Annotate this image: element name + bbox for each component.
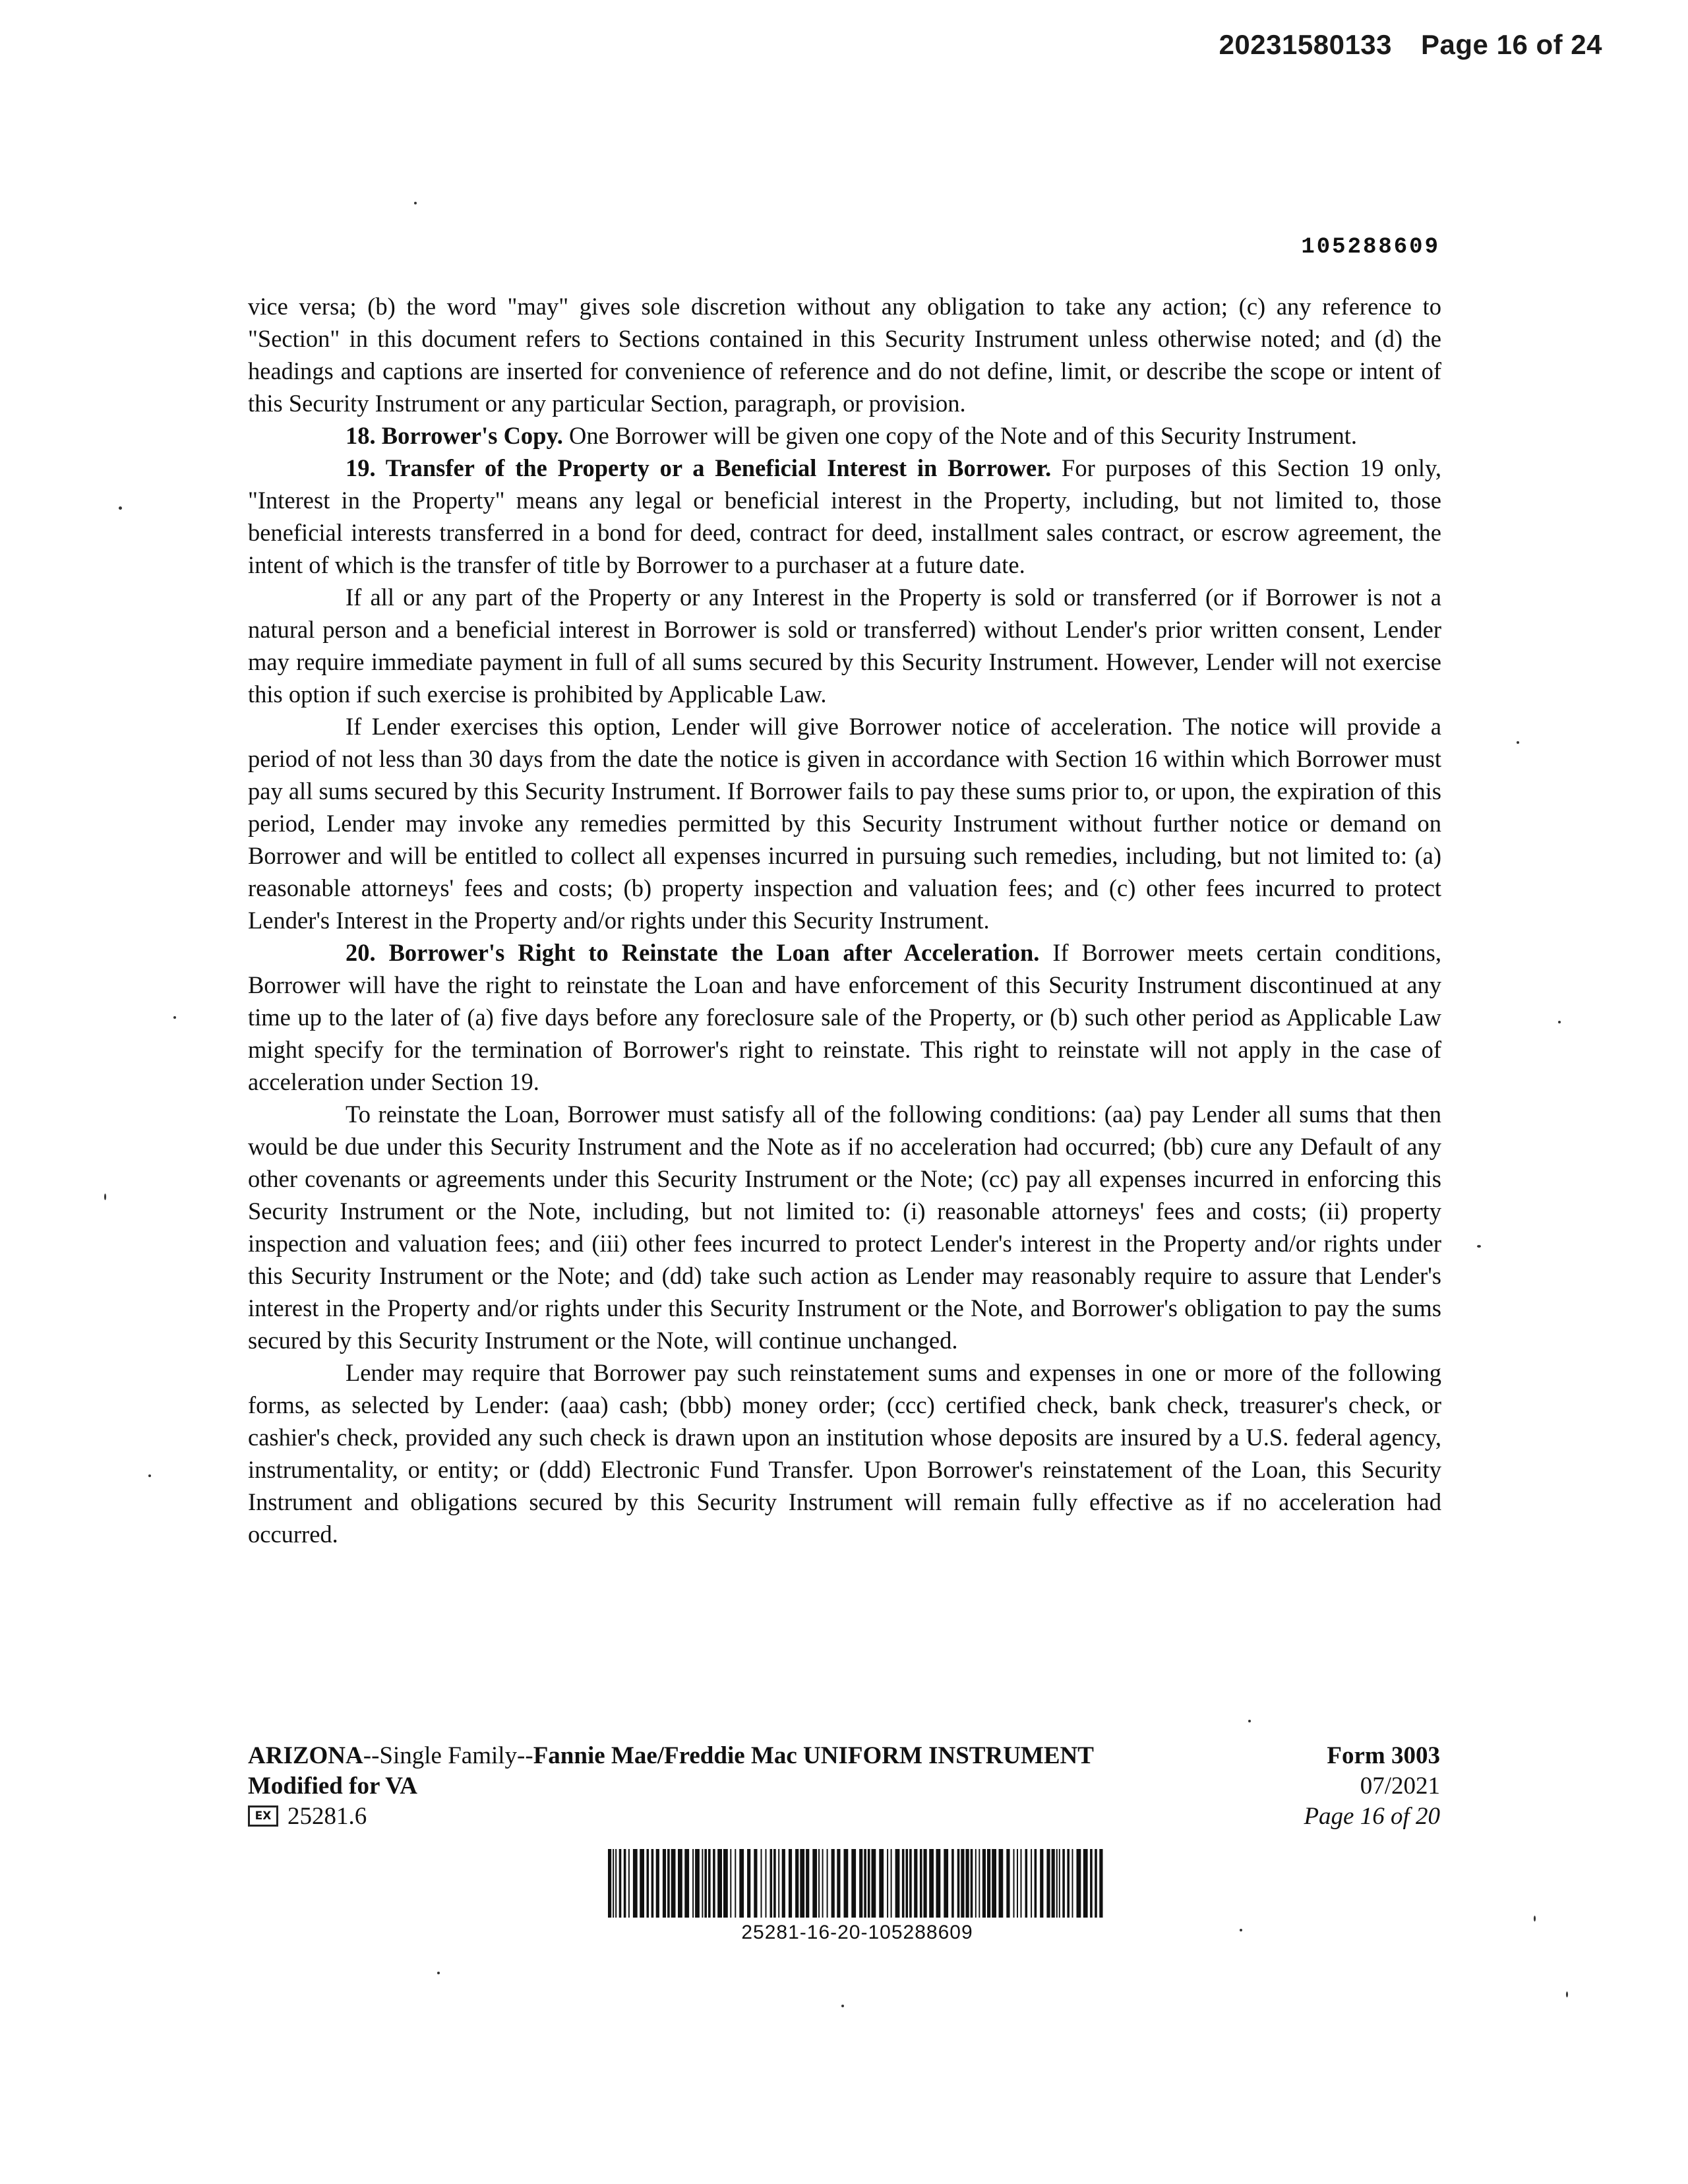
barcode-bar (1072, 1849, 1073, 1918)
document-body (248, 290, 1441, 1550)
loan-number: 105288609 (1301, 235, 1440, 260)
section-20-heading: 20. Borrower's Right to Reinstate the Loan after Acceleration. (346, 939, 1040, 966)
barcode-bar (663, 1849, 666, 1918)
barcode-bar (1017, 1849, 1018, 1918)
barcode-bar (667, 1849, 670, 1918)
scan-speck (1477, 1245, 1481, 1248)
barcode-bar (868, 1849, 870, 1918)
section-19-heading: 19. Transfer of the Property or a Beneficial Interest in Borrower. (346, 454, 1052, 481)
paragraph-continuation: vice versa; (b) the word "may" gives sole discretion without any obligation to take any action; (c) any reference to "Section" in this document refers to Sections contained in this Security Instrument unless otherwise noted; and (d) the headings and captions are inserted for convenience of reference and do not define, limit, or describe the scope or intent of this Security Instrument or any particular Section, paragraph, or provision. (248, 293, 1441, 417)
barcode-text: 25281-16-20-105288609 (741, 1922, 973, 1943)
barcode-bar (656, 1849, 659, 1918)
barcode-bar (678, 1849, 682, 1918)
recording-number: 20231580133 (1219, 29, 1393, 60)
barcode-bar (936, 1849, 941, 1918)
barcode-bar (640, 1849, 644, 1918)
barcode-bar (730, 1849, 731, 1918)
barcode-bar (1046, 1849, 1050, 1918)
barcode-bar (966, 1849, 969, 1918)
barcode-bar (879, 1849, 884, 1918)
barcode-bar (1031, 1849, 1032, 1918)
barcode-bar (859, 1849, 862, 1918)
barcode-bar (723, 1849, 728, 1918)
barcode-bar (957, 1849, 960, 1918)
barcode-bar (1083, 1849, 1088, 1918)
form-state: ARIZONA (248, 1742, 363, 1769)
barcode-bar (1090, 1849, 1093, 1918)
barcode-bar (914, 1849, 917, 1918)
barcode-bar (1025, 1849, 1028, 1918)
scan-speck (1534, 1916, 1536, 1922)
scan-speck (1517, 741, 1519, 744)
form-doc-code-line (248, 1802, 1094, 1832)
barcode-bar (906, 1849, 909, 1918)
barcode-bar (1006, 1849, 1010, 1918)
barcode-bar (615, 1849, 617, 1918)
barcode-bar (929, 1849, 934, 1918)
barcode-bar (1062, 1849, 1065, 1918)
barcode-bar (773, 1849, 776, 1918)
barcode-bar (754, 1849, 757, 1918)
barcode-bar (613, 1849, 614, 1918)
scan-speck (104, 1194, 106, 1200)
barcode-bar (844, 1849, 849, 1918)
scan-speck (119, 506, 122, 510)
barcode-bar (1035, 1849, 1037, 1918)
barcode-bar (628, 1849, 630, 1918)
barcode-bar (1013, 1849, 1015, 1918)
barcode-bar (895, 1849, 900, 1918)
barcode-bar (695, 1849, 700, 1918)
section-20-paragraph-2: To reinstate the Loan, Borrower must satisfy all of the following conditions: (aa) pay Lender all sums that then would be due under this Security Instrument and the Note as if no acceleration had occurred; (bb) cure any Default of any other covenants or agreements under this Security Instrument or the Note; (cc) pay all expenses incurred in enforcing this Security Instrument or the Note, including, but not limited to: (i) reasonable attorneys' fees and costs; (ii) property inspection and valuation fees; and (iii) other fees incurred to protect Lender's interest in the Property and/or rights under this Security Instrument or the Note; and (dd) take such action as Lender may reasonably require to assure that Lender's interest in the Property and/or rights under this Security Instrument or the Note, and Borrower's obligation to pay the sums secured by this Security Instrument or the Note, will continue unchanged. (248, 1101, 1441, 1354)
ex-icon: EX (248, 1805, 278, 1827)
barcode-bar (944, 1849, 948, 1918)
barcode-bar (999, 1849, 1004, 1918)
barcode-block (607, 1849, 1108, 1944)
barcode-bar (924, 1849, 927, 1918)
barcode-bar (770, 1849, 773, 1918)
barcode-bar (872, 1849, 876, 1918)
form-number: Form 3003 (1327, 1742, 1440, 1769)
barcode-bar (1040, 1849, 1043, 1918)
barcode-bar (684, 1849, 689, 1918)
barcode-bar (795, 1849, 799, 1918)
section-19-text: For purposes of this Section 19 only, "Interest in the Property" means any legal or beneficial interest in the Property, including, but not limited to, those beneficial interests transferred in a bond for deed, contract for deed, installment sales contract, or escrow agreement, the intent of which is the transfer of title by Borrower to a purchaser at a future date. (248, 454, 1441, 578)
barcode-bar (1099, 1849, 1102, 1918)
form-footer-left (248, 1741, 1094, 1832)
form-desc-tail: Fannie Mae/Freddie Mac UNIFORM INSTRUMENT (533, 1742, 1094, 1769)
barcode-bar (812, 1849, 817, 1918)
barcode-bar (739, 1849, 744, 1918)
section-18-heading: 18. Borrower's Copy. (346, 422, 563, 449)
barcode-bar (975, 1849, 977, 1918)
barcode-bar (761, 1849, 762, 1918)
barcode-bar (789, 1849, 792, 1918)
scan-speck (1558, 1021, 1561, 1023)
form-doc-code: 25281.6 (287, 1803, 367, 1830)
barcode-bar (766, 1849, 767, 1918)
barcode-bar (608, 1849, 611, 1918)
barcode-bar (747, 1849, 750, 1918)
barcode-bar (806, 1849, 809, 1918)
scan-speck (841, 2005, 844, 2007)
barcode-bar (818, 1849, 820, 1918)
barcode-bar (1021, 1849, 1022, 1918)
barcode-bar (831, 1849, 835, 1918)
scan-speck (148, 1474, 151, 1477)
form-desc-mid: --Single Family-- (363, 1742, 533, 1769)
barcode-bar (717, 1849, 722, 1918)
barcode-bar (1067, 1849, 1070, 1918)
section-18 (248, 419, 1441, 452)
section-18-text: One Borrower will be given one copy of the Note and of this Security Instrument. (568, 422, 1358, 449)
barcode-bar (778, 1849, 779, 1918)
barcode-image (607, 1849, 1108, 1918)
section-20-text: If Borrower meets certain conditions, Borrower will have the right to reinstate the Loan and have enforcement of this Security Instrument discontinued at any time up to the later of (a) five days before any foreclosure sale of the Property, or (b) such other period as Applicable Law might specify for the termination of Borrower's right to reinstate. This right to reinstate will not apply in the case of acceleration under Section 19. (248, 939, 1442, 1095)
barcode-bar (713, 1849, 715, 1918)
barcode-bar (800, 1849, 804, 1918)
barcode-bar (987, 1849, 990, 1918)
barcode-bar (633, 1849, 638, 1918)
scan-speck (414, 202, 417, 204)
barcode-bar (651, 1849, 654, 1918)
barcode-bar (887, 1849, 888, 1918)
scan-speck (1566, 1991, 1568, 1997)
barcode-bar (891, 1849, 892, 1918)
barcode-bar (920, 1849, 922, 1918)
barcode-bar (992, 1849, 996, 1918)
barcode-bar (851, 1849, 856, 1918)
barcode-bar (982, 1849, 986, 1918)
barcode-bar (1052, 1849, 1055, 1918)
barcode-bar (708, 1849, 711, 1918)
barcode-bar (647, 1849, 649, 1918)
barcode-bar (782, 1849, 785, 1918)
form-page: Page 16 of 20 (1304, 1803, 1440, 1830)
page-label: Page 16 of 24 (1421, 29, 1602, 60)
barcode-bar (1077, 1849, 1081, 1918)
section-19-paragraph-3: If Lender exercises this option, Lender will give Borrower notice of acceleration. The notice will provide a period of not less than 30 days from the date the notice is given in accordance with Section 16 within which Borrower must pay all sums secured by this Security Instrument. If Borrower fails to pay these sums prior to, or upon, the expiration of this period, Lender may invoke any remedies permitted by this Security Instrument without further notice or demand on Borrower and will be entitled to collect all expenses incurred in pursuing such remedies, including, but not limited to: (a) reasonable attorneys' fees and costs; (b) property inspection and valuation fees; and (c) other fees incurred to protect Lender's Interest in the Property and/or rights under this Security Instrument. (248, 713, 1441, 934)
form-date: 07/2021 (1360, 1773, 1440, 1800)
form-footer-right (1304, 1741, 1440, 1832)
barcode-bar (971, 1849, 973, 1918)
section-20-paragraph-3: Lender may require that Borrower pay such reinstatement sums and expenses in one or more of the following forms, as selected by Lender: (aaa) cash; (bbb) money order; (ccc) certified check, bank check, treasurer's check, or cashier's check, provided any such check is drawn upon an institution whose deposits are insured by a U.S. federal agency, instrumentality, or entity; or (ddd) Electronic Fund Transfer. Upon Borrower's reinstatement of the Loan, this Security Instrument and obligations secured by this Security Instrument will remain fully effective as if no acceleration had occurred. (248, 1359, 1441, 1548)
recording-header (1219, 29, 1602, 61)
barcode-bar (822, 1849, 824, 1918)
section-19 (248, 452, 1441, 581)
barcode-bar (961, 1849, 964, 1918)
barcode-bar (951, 1849, 954, 1918)
barcode-bar (909, 1849, 912, 1918)
scan-speck (437, 1972, 440, 1974)
barcode-bar (704, 1849, 707, 1918)
form-title (248, 1741, 1094, 1771)
scan-speck (1248, 1720, 1251, 1722)
barcode-bar (619, 1849, 622, 1918)
barcode-bar (1095, 1849, 1097, 1918)
section-19-paragraph-2: If all or any part of the Property or any Interest in the Property is sold or transferred (or if Borrower is not a natural person and a beneficial interest in Borrower is sold or transferred) without Lender's prior written consent, Lender may require immediate payment in full of all sums secured by this Security Instrument. However, Lender will not exercise this option if such exercise is prohibited by Applicable Law. (248, 584, 1441, 708)
barcode-bar (902, 1849, 905, 1918)
scan-speck (1240, 1929, 1242, 1931)
barcode-bar (979, 1849, 980, 1918)
barcode-bar (735, 1849, 736, 1918)
barcode-bar (624, 1849, 626, 1918)
scan-speck (173, 1016, 176, 1019)
barcode-bar (827, 1849, 828, 1918)
form-modified: Modified for VA (248, 1773, 417, 1800)
section-20 (248, 936, 1441, 1098)
barcode-bar (1059, 1849, 1060, 1918)
barcode-bar (837, 1849, 840, 1918)
barcode-bar (671, 1849, 676, 1918)
barcode-bar (692, 1849, 694, 1918)
barcode-bar (1056, 1849, 1058, 1918)
barcode-bar (702, 1849, 703, 1918)
barcode-bar (864, 1849, 866, 1918)
